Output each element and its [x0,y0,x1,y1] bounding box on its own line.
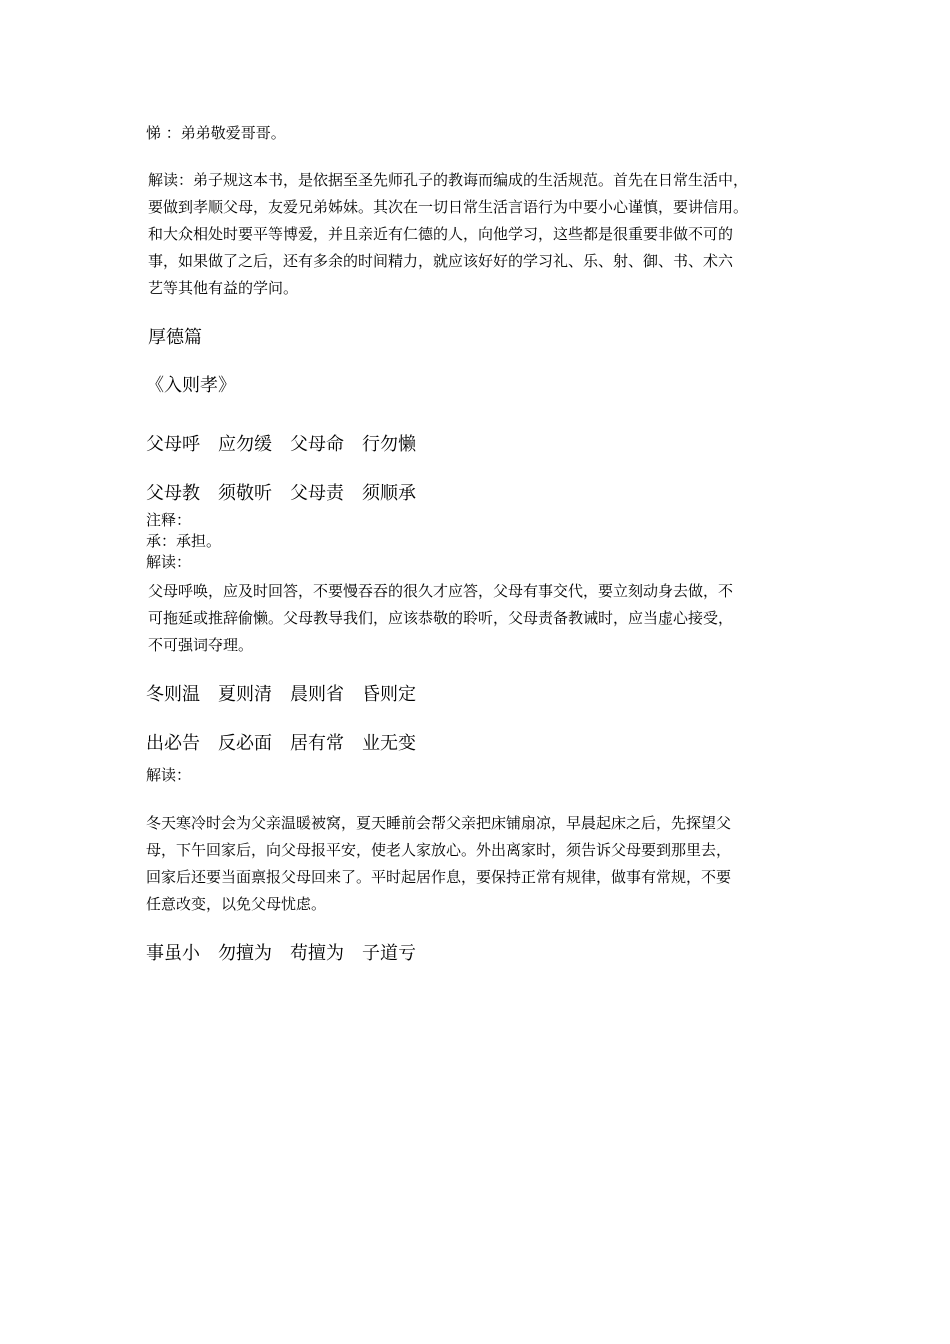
verse-phrase: 晨则省 [290,684,344,705]
intro-reading-line: 艺等其他有益的学问。 [148,279,299,297]
verse-phrase: 父母教 [146,483,200,504]
intro-reading-line: 解读：弟子规这本书，是依据至圣先师孔子的教诲而编成的生活规范。首先在日常生活中， [148,171,749,189]
verse-phrase: 须顺承 [362,483,416,504]
intro-reading-line: 和大众相处时要平等博爱，并且亲近有仁德的人，向他学习，这些都是很重要非做不可的 [148,225,734,243]
intro-reading-line: 事，如果做了之后，还有多余的时间精力，就应该好好的学习礼、乐、射、御、书、术六 [148,252,734,270]
verse-phrase: 反必面 [218,733,272,754]
intro-reading-line: 要做到孝顺父母，友爱兄弟姊妹。其次在一切日常生活言语行为中要小心谨慎，要讲信用。 [148,198,749,216]
verse-phrase: 父母责 [290,483,344,504]
reading-2 [146,810,806,918]
verse-phrase: 业无变 [362,733,416,754]
verse-line-4 [146,732,434,756]
verse-phrase: 事虽小 [146,943,200,964]
reading-2-line: 任意改变，以免父母忧虑。 [146,895,327,913]
intro-reading [148,167,808,302]
verse-phrase: 子道亏 [362,943,416,964]
verse-line-3 [146,683,434,707]
verse-phrase: 须敬听 [218,483,272,504]
reading-2-line: 冬天寒冷时会为父亲温暖被窝，夏天睡前会帮父亲把床铺扇凉，早晨起床之后，先探望父 [146,814,732,832]
verse-phrase: 出必告 [146,733,200,754]
verse-phrase: 昏则定 [362,684,416,705]
verse-phrase: 夏则清 [218,684,272,705]
verse-phrase: 苟擅为 [290,943,344,964]
verse-line-2 [146,482,434,506]
verse-phrase: 居有常 [290,733,344,754]
reading-label-2: 解读： [146,766,192,784]
reading-1-line: 父母呼唤，应及时回答，不要慢吞吞的很久才应答，父母有事交代，要立刻动身去做，不 [148,582,734,600]
verse-phrase: 勿擅为 [218,943,272,964]
reading-2-line: 母，下午回家后，向父母报平安，使老人家放心。外出离家时，须告诉父母要到那里去， [146,841,732,859]
verse-line-1 [146,433,434,457]
notes-label: 注释： [146,511,192,529]
verse-line-5 [146,942,434,966]
verse-phrase: 冬则温 [146,684,200,705]
section-title: 厚德篇 [148,327,202,348]
verse-phrase: 应勿缓 [218,434,272,455]
reading-1 [148,578,808,659]
verse-phrase: 行勿懒 [362,434,416,455]
reading-label-1: 解读： [146,553,192,571]
ti-note: 悌 ：弟弟敬爱哥哥。 [146,124,286,142]
reading-1-line: 不可强词夺理。 [148,636,254,654]
verse-phrase: 父母呼 [146,434,200,455]
reading-2-line: 回家后还要当面禀报父母回来了。平时起居作息，要保持正常有规律，做事有常规，不要 [146,868,732,886]
chapter-title: 《入则孝》 [146,375,236,396]
reading-1-line: 可拖延或推辞偷懒。父母教导我们，应该恭敬的聆听，父母责备教诫时，应当虚心接受， [148,609,734,627]
note-cheng: 承：承担。 [146,532,222,550]
verse-phrase: 父母命 [290,434,344,455]
